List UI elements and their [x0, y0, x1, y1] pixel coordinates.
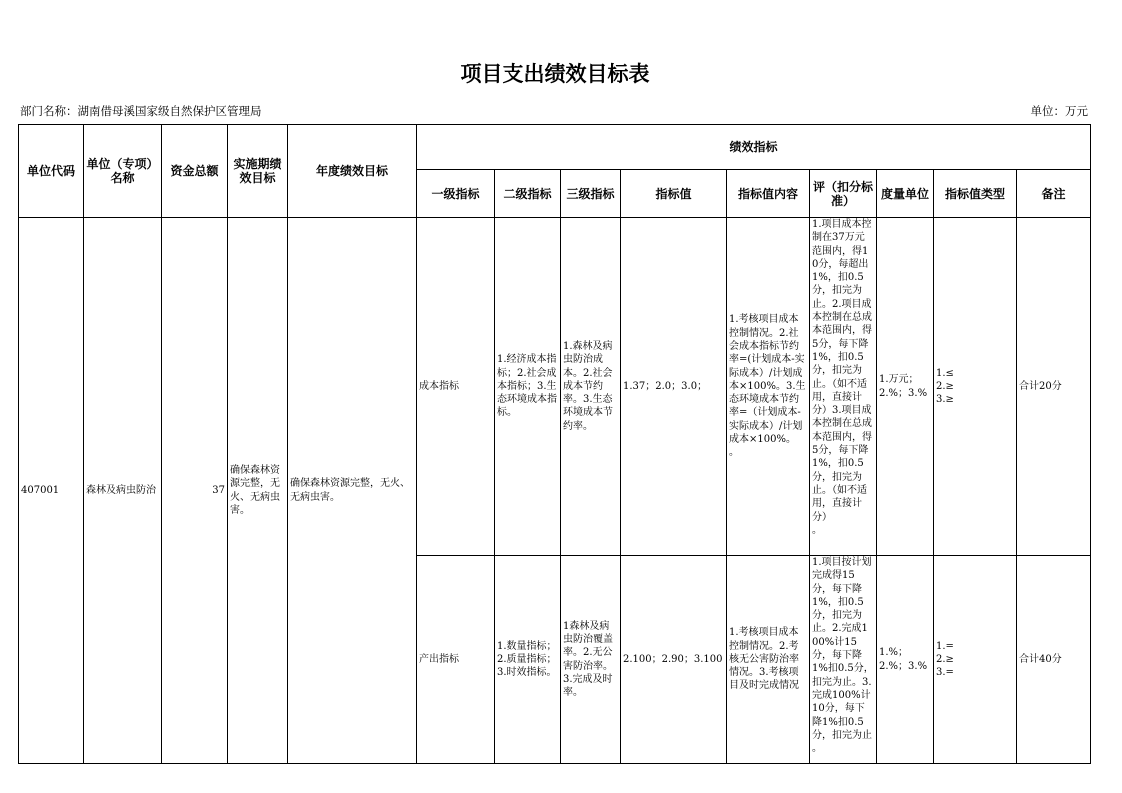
cell-period-goal: 确保森林资源完整，无火、无病虫害。	[228, 218, 288, 764]
header-level3: 三级指标	[561, 170, 621, 218]
table-row-cost	[19, 218, 1091, 556]
cell-value: 1.37；2.0；3.0；	[621, 218, 727, 556]
header-annual-goal: 年度绩效目标	[288, 125, 417, 218]
cell-level1: 成本指标	[417, 218, 495, 556]
header-fund-total: 资金总额	[162, 125, 228, 218]
unit-label: 单位：万元	[1030, 104, 1088, 118]
cell-level2: 1.经济成本指标；2.社会成本指标；3.生态环境成本指标。	[495, 218, 561, 556]
header-value-type: 指标值类型	[934, 170, 1017, 218]
header-scoring: 评（扣分标准）	[810, 170, 877, 218]
cell-scoring: 1.项目按计划完成得15分，每下降1%，扣0.5分，扣完为止。2.完成100%计15分，每下降1%扣0.5分，扣完为止。3.完成100%计10分，每下降1%扣0.5分，扣完为止 。	[810, 556, 877, 764]
department-name: 部门名称：湖南借母溪国家级自然保护区管理局	[20, 104, 262, 118]
cell-measure-unit: 1.万元；2.%；3.%	[877, 218, 934, 556]
cell-fund-total: 37	[162, 218, 228, 764]
cell-value-content: 1.考核项目成本控制情况。2.社会成本指标节约率=(计划成本-实际成本）/计划成本×100%。3.生态环境成本节约率=（计划成本-实际成本）/计划成本×100%。 。	[727, 218, 810, 556]
header-perf-indicator: 绩效指标	[417, 125, 1091, 170]
header-value: 指标值	[621, 170, 727, 218]
cell-value-type: 1.= 2.≥ 3.=	[934, 556, 1017, 764]
cell-unit-name: 森林及病虫防治	[84, 218, 162, 764]
cell-unit-code: 407001	[19, 218, 84, 764]
cell-level3: 1.森林及病虫防治成本。2.社会成本节约率。3.生态环境成本节约率。	[561, 218, 621, 556]
header-period-goal: 实施期绩效目标	[228, 125, 288, 218]
header-unit-name: 单位（专项）名称	[84, 125, 162, 218]
cell-level3: 1森林及病虫防治覆盖率。2.无公害防治率。3.完成及时率。	[561, 556, 621, 764]
header-value-content: 指标值内容	[727, 170, 810, 218]
header-remark: 备注	[1017, 170, 1091, 218]
cell-remark: 合计20分	[1017, 218, 1091, 556]
cell-remark: 合计40分	[1017, 556, 1091, 764]
header-unit-code: 单位代码	[19, 125, 84, 218]
performance-target-table	[18, 124, 1091, 764]
cell-level1: 产出指标	[417, 556, 495, 764]
page-title: 项目支出绩效目标表	[460, 62, 650, 86]
header-row-1	[19, 125, 1091, 170]
header-level1: 一级指标	[417, 170, 495, 218]
cell-value-type: 1.≤ 2.≥ 3.≥	[934, 218, 1017, 556]
header-level2: 二级指标	[495, 170, 561, 218]
cell-value-content: 1.考核项目成本控制情况。2.考核无公害防治率情况。3.考核项目及时完成情况	[727, 556, 810, 764]
cell-annual-goal: 确保森林资源完整，无火、无病虫害。	[288, 218, 417, 764]
cell-measure-unit: 1.%；2.%；3.%	[877, 556, 934, 764]
header-measure-unit: 度量单位	[877, 170, 934, 218]
cell-level2: 1.数量指标；2.质量指标；3.时效指标。	[495, 556, 561, 764]
cell-scoring: 1.项目成本控制在37万元范围内，得10分，每超出1%，扣0.5分，扣完为止。2.项目成本控制在总成本范围内，得5分，每下降1%，扣0.5分，扣完为止。（如不适用，直接计分）3.项目成本控制在总成本范围内，得5分，每下降1%，扣0.5分，扣完为止。（如不适用，直接计分） 。	[810, 218, 877, 556]
cell-value: 2.100；2.90；3.100	[621, 556, 727, 764]
